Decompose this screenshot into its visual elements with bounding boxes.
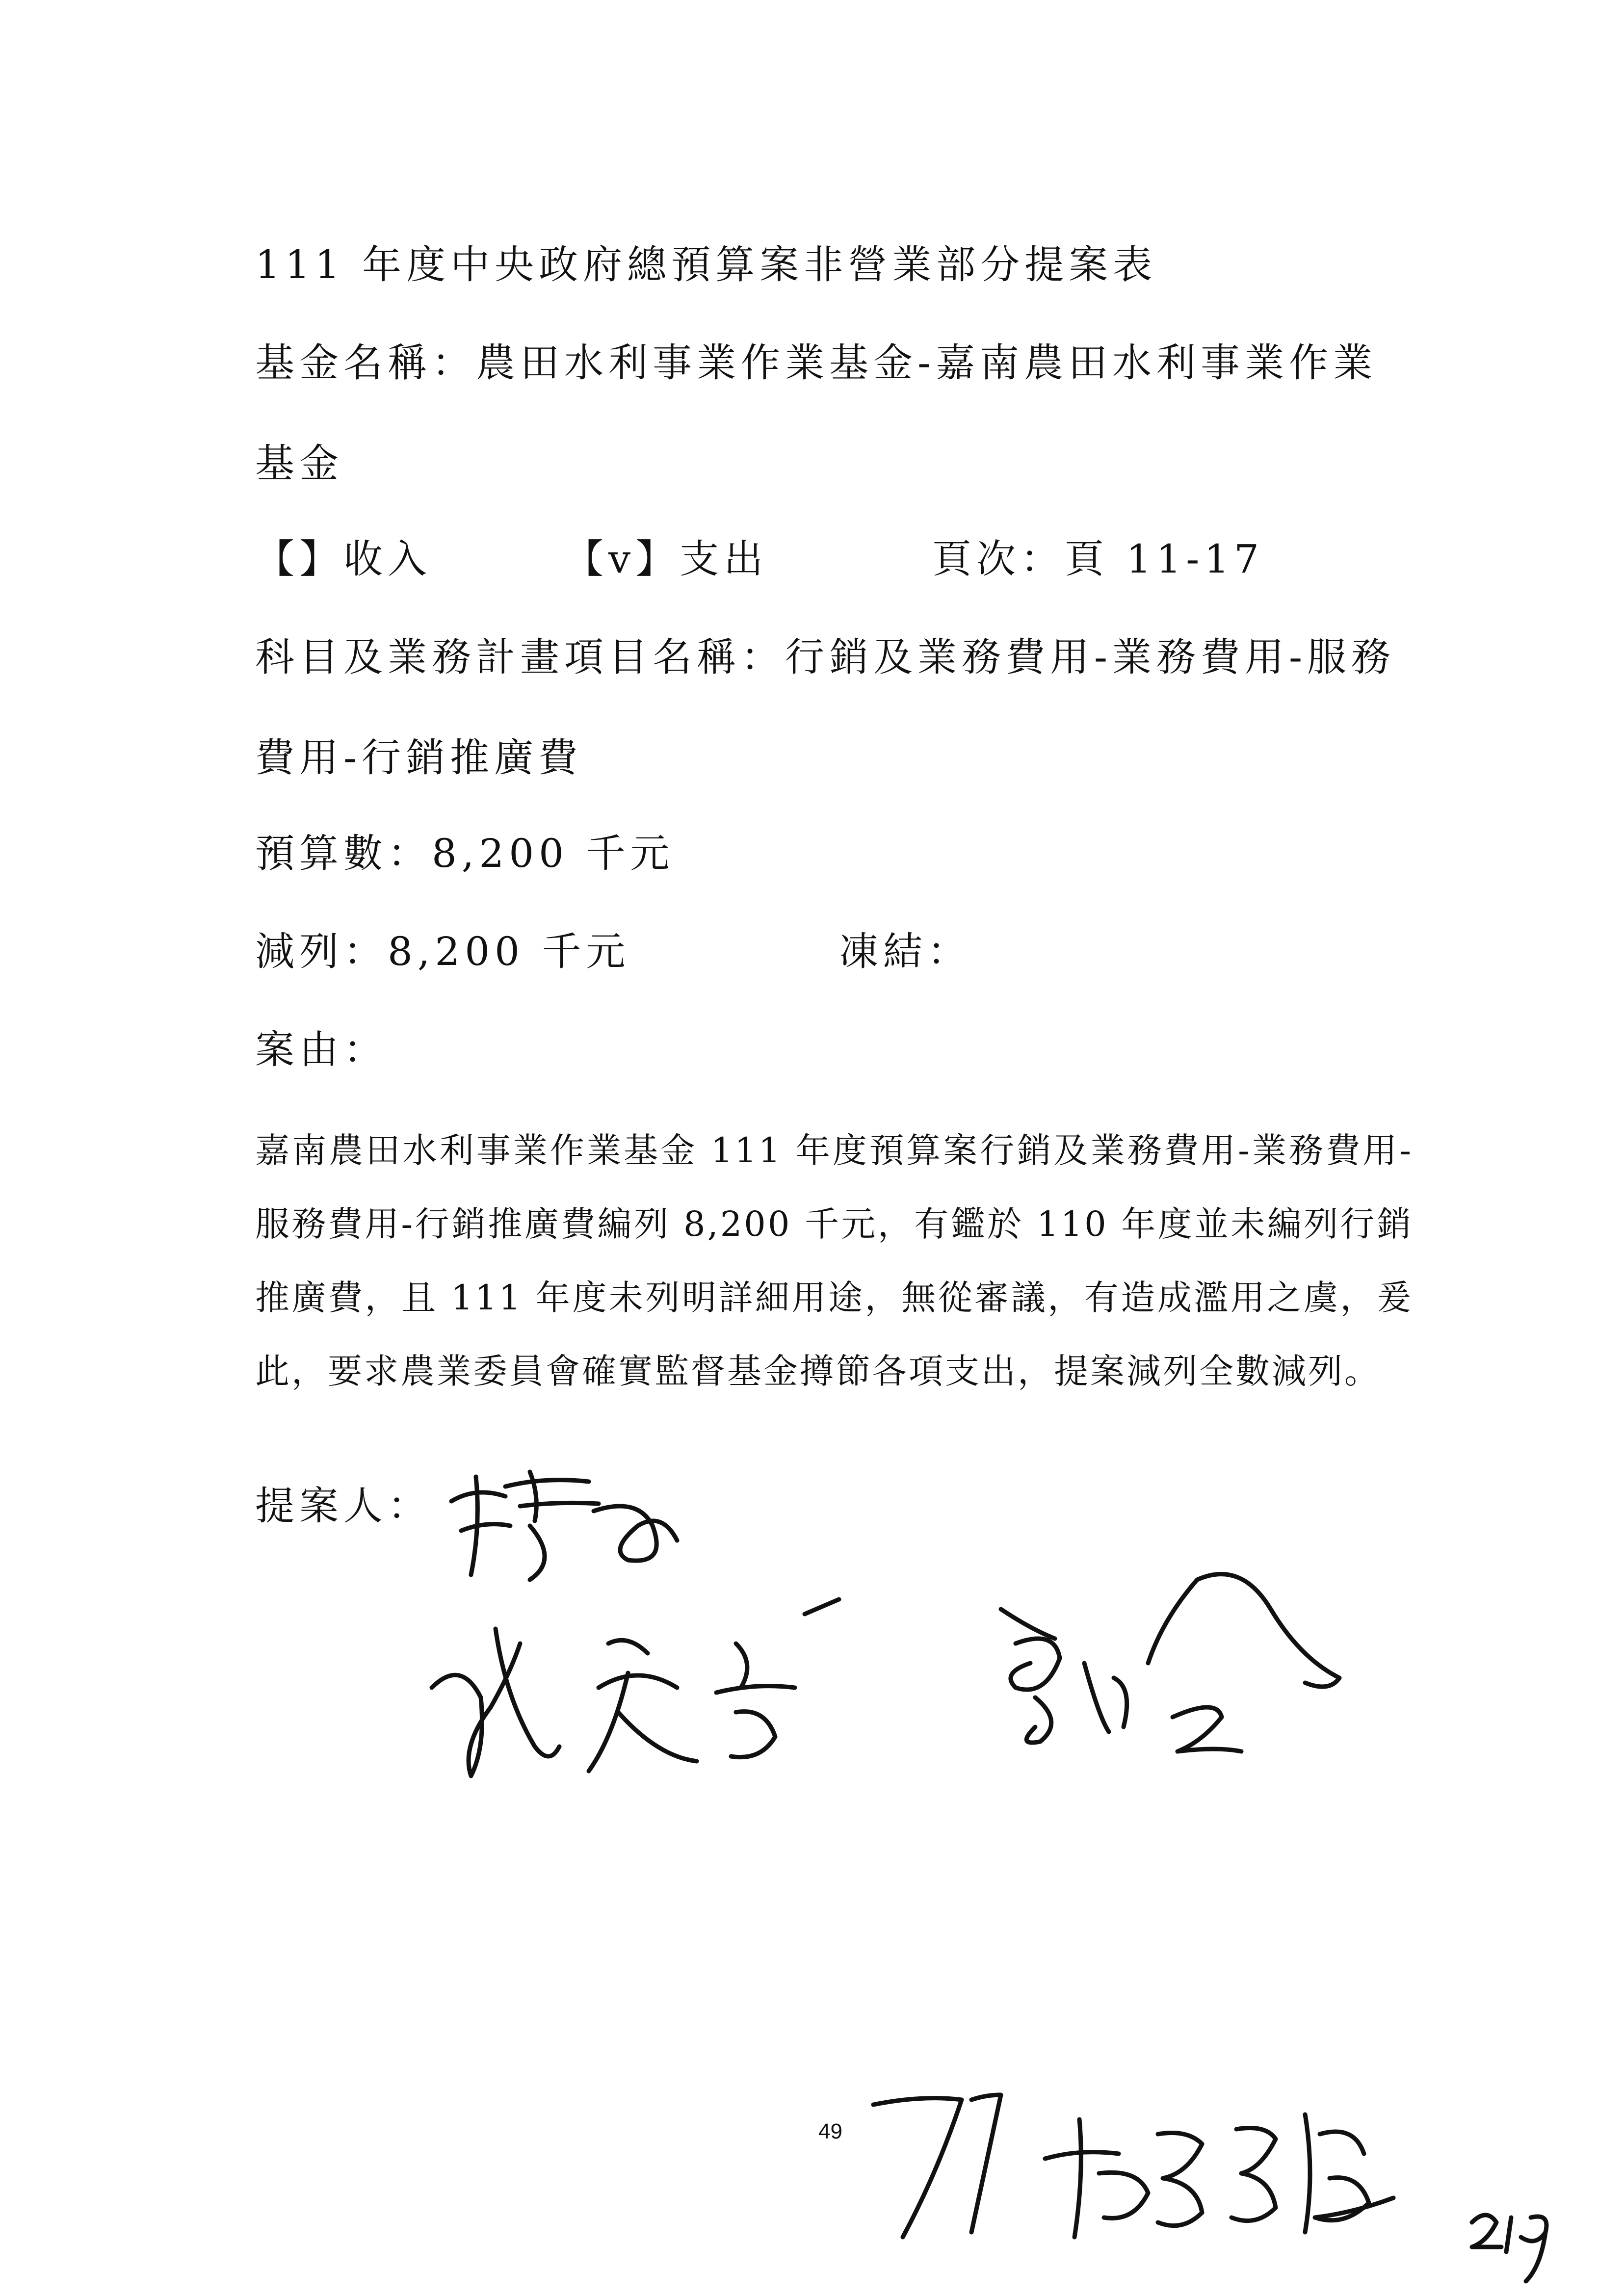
expense-checkbox: 【v】支出 xyxy=(564,536,768,582)
fund-name-line2: 基金 xyxy=(255,441,343,486)
fund-name-line1: 基金名稱：農田水利事業作業基金-嘉南農田水利事業作業 xyxy=(255,340,1378,386)
form-title: 111 年度中央政府總預算案非營業部分提案表 xyxy=(255,242,1157,287)
reason-label: 案由： xyxy=(255,1027,388,1072)
handwritten-annotation xyxy=(864,2075,1599,2281)
signature-3 xyxy=(986,1570,1349,1776)
reason-text: 嘉南農田水利事業作業基金 111 年度預算案行銷及業務費用-業務費用-服務費用-行銷推廣費編列 8,200 千元，有鑑於 110 年度並未編列行銷推廣費，且 111 年度未列明詳細用途，無從審議，有造成濫用之虞，爰此，要求農業委員會確實監督基金撙節各項支出，提案減列全數減列。 xyxy=(255,1130,1413,1391)
freeze-label: 凍結： xyxy=(839,929,971,974)
signature-2 xyxy=(422,1599,864,1786)
page-reference: 頁次：頁 11-17 xyxy=(932,536,1264,582)
page-number: 49 xyxy=(818,2119,842,2143)
reduction-amount: 減列：8,200 千元 xyxy=(255,929,630,974)
item-name-line1: 科目及業務計畫項目名稱：行銷及業務費用-業務費用-服務 xyxy=(255,634,1396,680)
income-checkbox: 【】收入 xyxy=(255,536,432,582)
proposer-label: 提案人： xyxy=(255,1483,432,1529)
budget-amount: 預算數：8,200 千元 xyxy=(255,831,675,876)
signature-1 xyxy=(432,1467,687,1585)
item-name-line2: 費用-行銷推廣費 xyxy=(255,735,583,781)
